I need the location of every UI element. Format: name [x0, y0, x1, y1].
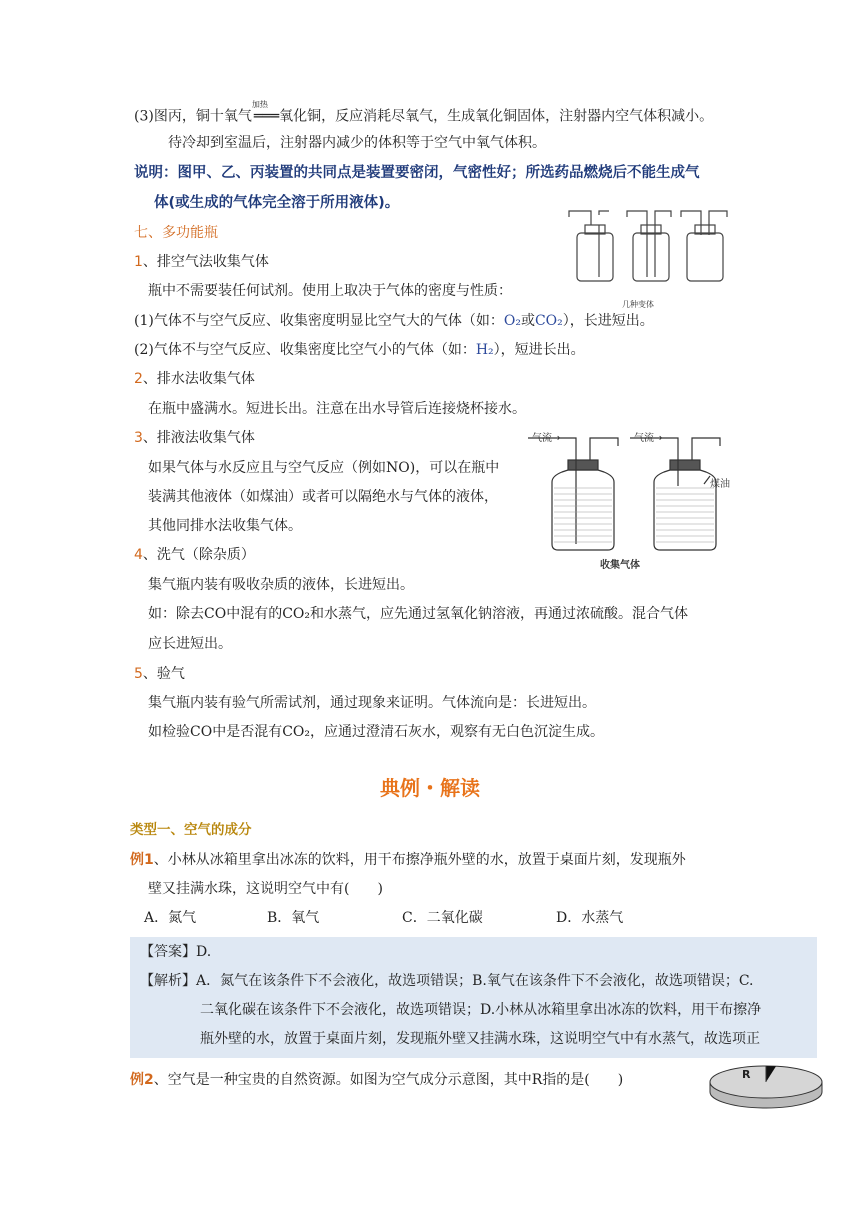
- para: 应长进短出。: [148, 636, 232, 652]
- num: 3: [134, 430, 143, 446]
- equals-line: ═══: [253, 108, 280, 125]
- text-seg: (3)图丙，铜十氧气: [134, 108, 252, 125]
- text: (1)气体不与空气反应、收集密度明显比空气大的气体（如：: [134, 313, 504, 329]
- text: A．氮气在该条件下不会液化，故选项错误；B.氧气在该条件下不会液化，故选项错误；C.: [196, 973, 754, 989]
- text: 、排空气法收集气体: [142, 254, 269, 270]
- heading-1: [134, 252, 269, 272]
- text: 、小林从冰箱里拿出冰冻的饮料，用干布擦净瓶外壁的水，放置于桌面片刻，发现瓶外: [153, 852, 686, 868]
- num: 1: [134, 254, 143, 270]
- formula: O₂: [503, 313, 521, 329]
- analysis-line-2: 二氧化碳在该条件下不会液化，故选项错误；D.小林从冰箱里拿出冰冻的饮料，用干布擦净: [200, 1002, 762, 1018]
- para: 在瓶中盛满水。短进长出。注意在出水导管后连接烧杯接水。: [148, 401, 526, 417]
- text: ），短进长出。: [493, 342, 585, 358]
- para-copy-oxygen: [134, 100, 714, 127]
- heading-5: [134, 664, 185, 684]
- text: (2)气体不与空气反应、收集密度比空气小的气体（如：: [134, 342, 476, 358]
- para-cool: 待冷却到室温后，注射器内减少的体积等于空气中氧气体积。: [168, 135, 546, 151]
- text: 、空气是一种宝贵的自然资源。如图为空气成分示意图，其中R指的是( ): [153, 1072, 624, 1088]
- analysis-line-1: [140, 971, 754, 991]
- note-line-1: 说明：图甲、乙、丙装置的共同点是装置要密闭，气密性好；所选药品燃烧后不能生成气: [134, 165, 700, 181]
- para-dense-gas: [134, 311, 654, 331]
- bottle: [577, 233, 613, 281]
- analysis-label: 【解析】: [140, 973, 196, 989]
- bottle: [687, 233, 723, 281]
- num: 4: [134, 547, 143, 563]
- answer-text: 【答案】D.: [140, 944, 212, 960]
- bottle: [654, 470, 716, 550]
- text: 、洗气（除杂质）: [142, 547, 255, 563]
- para: 装满其他液体（如煤油）或者可以隔绝水与气体的液体，: [148, 489, 498, 505]
- option-a: A．氮气: [144, 910, 197, 926]
- option-b: B．氧气: [267, 910, 320, 926]
- text: 、排液法收集气体: [142, 430, 255, 446]
- bottle: [633, 233, 669, 281]
- example-label: 例1: [130, 852, 154, 868]
- para: 其他同排水法收集气体。: [148, 518, 302, 534]
- note-line-2: 体(或生成的气体完全溶于所用液体)。: [154, 195, 400, 211]
- bottle-variants-figure: [563, 205, 733, 285]
- text: 或: [520, 313, 535, 329]
- example-2: [130, 1070, 623, 1090]
- heading-3: [134, 428, 255, 448]
- example-label: 例2: [130, 1072, 154, 1088]
- para: 集气瓶内装有验气所需试剂，通过现象来证明。气体流向是：长进短出。: [148, 695, 596, 711]
- formula: CO₂: [534, 313, 563, 329]
- bottle: [552, 470, 614, 550]
- heat-label: 加热: [251, 100, 268, 109]
- figure-caption: 几种变体: [622, 300, 654, 309]
- section-title: 典例・解读: [380, 776, 480, 800]
- analysis-line-3: 瓶外壁的水，放置于桌面片刻，发现瓶外壁又挂满水珠，这说明空气中有水蒸气，故选项正: [200, 1031, 760, 1047]
- heading-2: [134, 369, 255, 389]
- air-composition-pie: [706, 1062, 826, 1114]
- para: 集气瓶内装有吸收杂质的液体，长进短出。: [148, 577, 414, 593]
- num: 5: [134, 666, 143, 682]
- para-light-gas: [134, 340, 585, 360]
- text: 、排水法收集气体: [142, 371, 255, 387]
- section-heading: 七、多功能瓶: [134, 225, 218, 241]
- para: 如检验CO中是否混有CO₂，应通过澄清石灰水，观察有无白色沉淀生成。: [148, 724, 604, 740]
- figure-caption: 收集气体: [600, 560, 640, 571]
- flow-text: 气流: [634, 433, 654, 444]
- formula: H₂: [475, 342, 494, 358]
- num: 2: [134, 371, 143, 387]
- oil-label: 煤油: [710, 479, 730, 490]
- text: ），长进短出。: [562, 313, 654, 329]
- collect-gas-figure: [528, 426, 758, 556]
- stopper: [670, 460, 700, 470]
- stopper: [568, 460, 598, 470]
- pie-label-r: R: [742, 1068, 751, 1081]
- option-d: D．水蒸气: [556, 910, 624, 926]
- example-1-line-2: 壁又挂满水珠，这说明空气中有( ): [148, 881, 383, 897]
- flow-text: 气流: [532, 433, 552, 444]
- option-c: C．二氧化碳: [402, 910, 483, 926]
- heading-4: [134, 545, 255, 565]
- text-seg: 氧化铜，反应消耗尽氧气，生成氧化铜固体，注射器内空气体积减小。: [279, 108, 714, 125]
- flow-label-left: 气流→: [532, 433, 561, 444]
- flow-label-right: 气流→: [634, 433, 663, 444]
- text: 、验气: [142, 666, 185, 682]
- para: 如：除去CO中混有的CO₂和水蒸气，应先通过氢氧化钠溶液，再通过浓硫酸。混合气体: [148, 606, 688, 622]
- type-heading: 类型一、空气的成分: [130, 822, 252, 838]
- para: 瓶中不需要装任何试剂。使用上取决于气体的密度与性质：: [148, 283, 512, 299]
- example-1-line-1: [130, 850, 686, 870]
- para: 如果气体与水反应且与空气反应（例如NO)，可以在瓶中: [148, 460, 500, 476]
